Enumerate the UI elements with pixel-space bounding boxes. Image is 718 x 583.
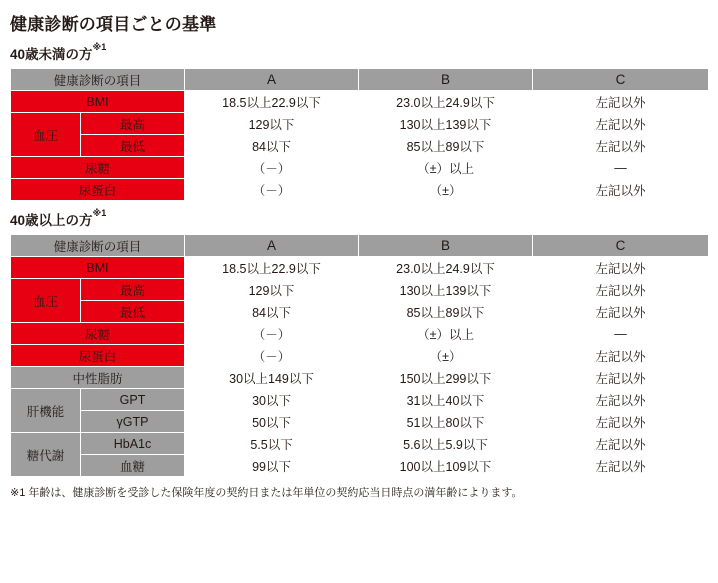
page-title: 健康診断の項目ごとの基準 <box>10 15 217 34</box>
column-header-item: 健康診断の項目 <box>11 69 185 91</box>
cell-urine-protein-b: （±） <box>359 345 533 367</box>
cell-diastolic-b: 85以上89以下 <box>359 301 533 323</box>
row-label-urine-protein: 尿蛋白 <box>11 179 185 201</box>
column-header-b: B <box>359 69 533 91</box>
cell-urine-protein-a: （－） <box>185 345 359 367</box>
row-label-urine-glucose: 尿糖 <box>11 323 185 345</box>
cell-systolic-b: 130以上139以下 <box>359 279 533 301</box>
cell-systolic-b: 130以上139以下 <box>359 113 533 135</box>
cell-systolic-c: 左記以外 <box>533 279 709 301</box>
cell-diastolic-a: 84以下 <box>185 135 359 157</box>
table-row <box>11 257 709 279</box>
row-sublabel-systolic: 最高 <box>81 279 185 301</box>
column-header-a: A <box>185 69 359 91</box>
row-label-liver-function: 肝機能 <box>11 389 81 433</box>
cell-gpt-c: 左記以外 <box>533 389 709 411</box>
row-sublabel-blood-glucose: 血糖 <box>81 455 185 477</box>
row-sublabel-systolic: 最高 <box>81 113 185 135</box>
table-header-row <box>11 235 709 257</box>
table-header-row <box>11 69 709 91</box>
table-row <box>11 279 709 301</box>
cell-urine-protein-c: 左記以外 <box>533 179 709 201</box>
cell-urine-protein-b: （±） <box>359 179 533 201</box>
cell-urine-glucose-c: — <box>533 323 709 345</box>
cell-blood-glucose-b: 100以上109以下 <box>359 455 533 477</box>
column-header-c: C <box>533 235 709 257</box>
table-row <box>11 433 709 455</box>
section-heading-under40-note: ※1 <box>92 42 107 52</box>
cell-diastolic-a: 84以下 <box>185 301 359 323</box>
cell-bmi-c: 左記以外 <box>533 257 709 279</box>
cell-urine-glucose-b: （±）以上 <box>359 323 533 345</box>
table-under40 <box>10 68 709 201</box>
table-row <box>11 345 709 367</box>
section-heading-over40-text: 40歳以上の方 <box>10 213 93 228</box>
column-header-a: A <box>185 235 359 257</box>
cell-urine-glucose-c: — <box>533 157 709 179</box>
cell-bmi-c: 左記以外 <box>533 91 709 113</box>
table-row <box>11 323 709 345</box>
row-label-bmi: BMI <box>11 257 185 279</box>
cell-triglycerides-b: 150以上299以下 <box>359 367 533 389</box>
table-row <box>11 179 709 201</box>
cell-systolic-a: 129以下 <box>185 279 359 301</box>
row-label-bloodpressure: 血圧 <box>11 279 81 323</box>
cell-gamma-gtp-b: 51以上80以下 <box>359 411 533 433</box>
row-sublabel-gamma-gtp: γGTP <box>81 411 185 433</box>
cell-urine-glucose-a: （－） <box>185 323 359 345</box>
cell-bmi-b: 23.0以上24.9以下 <box>359 257 533 279</box>
cell-bmi-b: 23.0以上24.9以下 <box>359 91 533 113</box>
cell-gamma-gtp-a: 50以下 <box>185 411 359 433</box>
row-sublabel-diastolic: 最低 <box>81 135 185 157</box>
row-sublabel-gpt: GPT <box>81 389 185 411</box>
cell-triglycerides-c: 左記以外 <box>533 367 709 389</box>
table-row <box>11 135 709 157</box>
cell-gpt-a: 30以下 <box>185 389 359 411</box>
cell-hba1c-c: 左記以外 <box>533 433 709 455</box>
row-label-urine-protein: 尿蛋白 <box>11 345 185 367</box>
section-heading-over40 <box>10 209 708 229</box>
row-label-bmi: BMI <box>11 91 185 113</box>
table-over40 <box>10 234 709 477</box>
cell-bmi-a: 18.5以上22.9以下 <box>185 257 359 279</box>
column-header-c: C <box>533 69 709 91</box>
row-sublabel-hba1c: HbA1c <box>81 433 185 455</box>
table-row <box>11 455 709 477</box>
cell-blood-glucose-c: 左記以外 <box>533 455 709 477</box>
cell-hba1c-a: 5.5以下 <box>185 433 359 455</box>
cell-urine-protein-a: （－） <box>185 179 359 201</box>
cell-urine-glucose-a: （－） <box>185 157 359 179</box>
row-sublabel-diastolic: 最低 <box>81 301 185 323</box>
column-header-b: B <box>359 235 533 257</box>
row-label-glucose-metabolism: 糖代謝 <box>11 433 81 477</box>
cell-diastolic-c: 左記以外 <box>533 135 709 157</box>
cell-systolic-a: 129以下 <box>185 113 359 135</box>
table-row <box>11 301 709 323</box>
cell-triglycerides-a: 30以上149以下 <box>185 367 359 389</box>
cell-diastolic-c: 左記以外 <box>533 301 709 323</box>
cell-urine-protein-c: 左記以外 <box>533 345 709 367</box>
row-label-triglycerides: 中性脂肪 <box>11 367 185 389</box>
table-row <box>11 91 709 113</box>
table-row <box>11 157 709 179</box>
footnote: ※1 年齢は、健康診断を受診した保険年度の契約日または年単位の契約応当日時点の満年齢によります。 <box>10 487 523 499</box>
section-heading-over40-note: ※1 <box>92 208 107 218</box>
table-row <box>11 367 709 389</box>
cell-hba1c-b: 5.6以上5.9以下 <box>359 433 533 455</box>
row-label-urine-glucose: 尿糖 <box>11 157 185 179</box>
section-heading-under40 <box>10 43 708 63</box>
table-row <box>11 389 709 411</box>
cell-bmi-a: 18.5以上22.9以下 <box>185 91 359 113</box>
column-header-item: 健康診断の項目 <box>11 235 185 257</box>
cell-systolic-c: 左記以外 <box>533 113 709 135</box>
section-heading-under40-text: 40歳未満の方 <box>10 47 93 62</box>
table-row <box>11 113 709 135</box>
cell-blood-glucose-a: 99以下 <box>185 455 359 477</box>
cell-gpt-b: 31以上40以下 <box>359 389 533 411</box>
row-label-bloodpressure: 血圧 <box>11 113 81 157</box>
cell-gamma-gtp-c: 左記以外 <box>533 411 709 433</box>
table-row <box>11 411 709 433</box>
cell-diastolic-b: 85以上89以下 <box>359 135 533 157</box>
cell-urine-glucose-b: （±）以上 <box>359 157 533 179</box>
